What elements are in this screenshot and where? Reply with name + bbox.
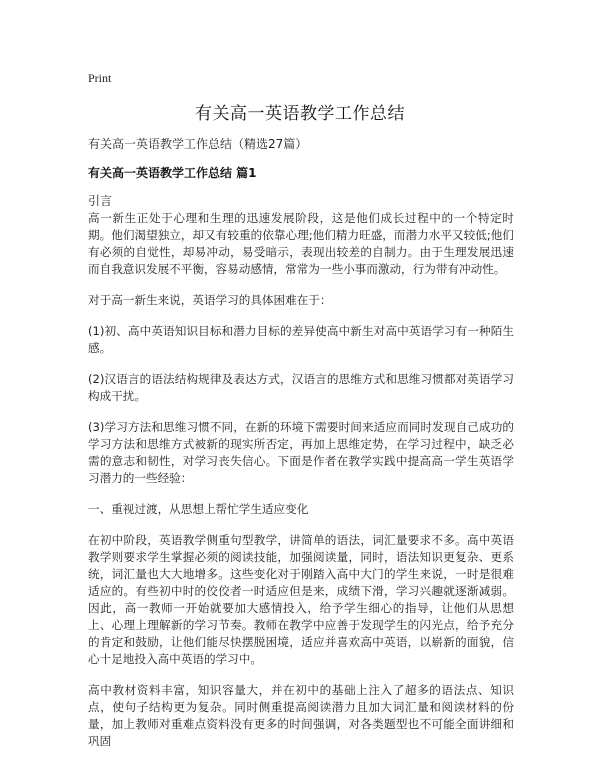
print-label[interactable]: Print xyxy=(88,71,112,85)
paragraph-6: 在初中阶段，英语教学侧重句型教学，讲简单的语法，词汇量要求不多。高中英语教学则要求学生掌握必须的阅读技能，加强阅读量，同时，语法知识更复杂、更系统，词汇量也大大地增多。这些变化对于刚踏入高中大门的学生来说，一时是很难适应的。有些初中时的佼佼者一时适应但是来，成绩下滑，学习兴趣就逐渐减弱。因此，高一教师一开始就要加大感情投入，给予学生细心的指导，让他们从思想上、心理上理解新的学习节奏。教师在教学中应善于发现学生的闪光点，给予充分的肯定和鼓励，让他们能尽快摆脱困境，适应并喜欢高中英语，以崭新的面貌，信心十足地投入高中英语的学习中。 xyxy=(88,533,514,666)
paragraph-1: 高一新生正处于心理和生理的迅速发展阶段，这是他们成长过程中的一个特定时期。他们渴望独立，却又有较重的依靠心理;他们精力旺盛，而潜力水平又较低;他们有必须的自觉性，却易冲动，易受暗示，表现出较差的自制力。由于生理发展迅速而自我意识发展不平衡，容易动感情，常常为一些小事而激动，行为带有冲动性。 xyxy=(88,211,514,276)
paragraph-7: 高中教材资料丰富，知识容量大，并在初中的基础上注入了超多的语法点、知识点，使句子结构更为复杂。同时侧重提高阅读潜力且加大词汇量和阅读材料的份量，加上教师对重难点资料没有更多的时间强调，对各类题型也不可能全面讲细和巩固 xyxy=(88,683,514,748)
paragraph-heading-1: 一、重视过渡，从思想上帮忙学生适应变化 xyxy=(88,502,309,516)
paragraph-5: (3)学习方法和思维习惯不同，在新的环境下需要时间来适应而同时发现自己成功的学习方法和思维方式被新的现实所否定，再加上思维定势，在学习过程中，缺乏必需的意志和韧性，对学习丧失信心。下面是作者在教学实践中提高高一学生英语学习潜力的一些经验： xyxy=(88,420,514,485)
document-body xyxy=(88,210,514,764)
intro-label: 引言 xyxy=(88,194,113,208)
paragraph-3: (1)初、高中英语知识目标和潜力目标的差异使高中新生对高中英语学习有一种陌生感。 xyxy=(88,324,514,355)
section-heading: 有关高一英语教学工作总结 篇1 xyxy=(88,166,257,180)
paragraph-2: 对于高一新生来说，英语学习的具体困难在于： xyxy=(88,293,332,307)
document-subtitle: 有关高一英语教学工作总结（精选27篇） xyxy=(88,137,308,151)
page-title: 有关高一英语教学工作总结 xyxy=(195,104,405,124)
paragraph-4: (2)汉语言的语法结构规律及表达方式，汉语言的思维方式和思维习惯都对英语学习构成干扰。 xyxy=(88,372,514,403)
